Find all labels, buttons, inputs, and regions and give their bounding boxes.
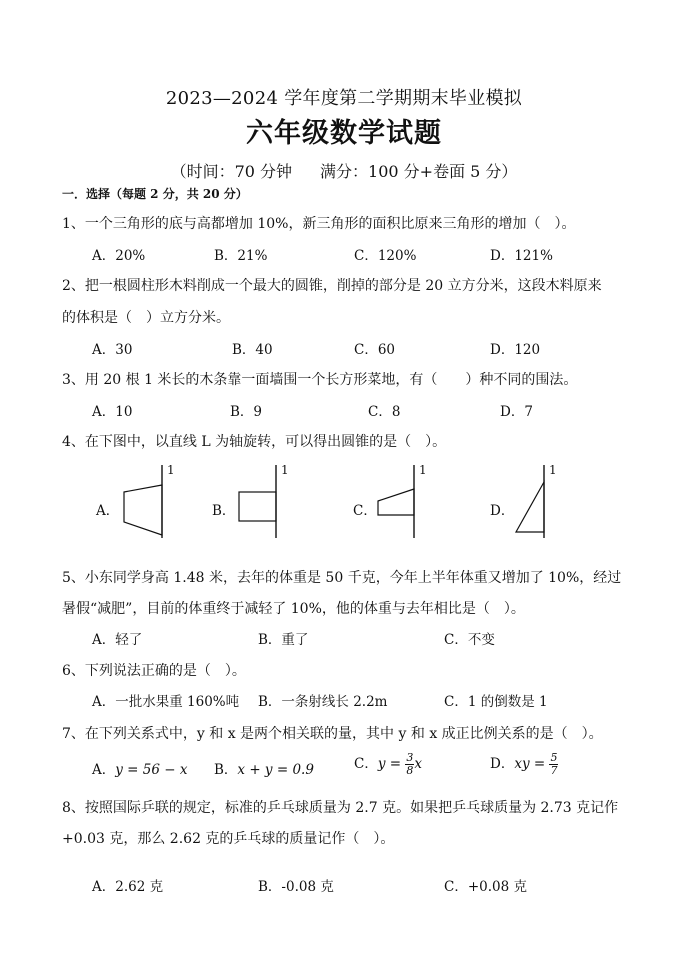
fraction-denominator: 7 — [550, 764, 558, 777]
figure-c-trapezoid-with-axis — [370, 462, 430, 542]
question-7-option-a — [92, 758, 187, 778]
question-3-option-a: A．10 — [92, 404, 133, 420]
question-6-option-b: B．一条射线长 2.2m — [258, 694, 388, 710]
question-8-option-c: C．+0.08 克 — [444, 879, 527, 895]
question-5-option-a: A．轻了 — [92, 632, 143, 648]
question-5-text-line1: 5、小东同学身高 1.48 米，去年的体重是 50 千克，今年上半年体重又增加了 10%，经过 — [62, 570, 622, 586]
question-1-option-b: B．21% — [214, 248, 268, 264]
question-3-text: 3、用 20 根 1 米长的木条靠一面墙围一个长方形菜地，有（ ）种不同的围法。 — [62, 372, 578, 388]
question-7-option-d-fraction — [549, 752, 558, 777]
question-7-option-c-var: x — [414, 756, 422, 772]
figure-a-trapezoid-with-axis — [116, 462, 176, 542]
question-8-text-line1: 8、按照国际乒联的规定，标准的乒乓球质量为 2.7 克。如果把乒乓球质量为 2.73 克记作 — [62, 800, 619, 816]
question-2-option-b: B．40 — [232, 342, 273, 358]
figure-b-rectangle-with-axis — [234, 462, 294, 542]
figure-c-axis-label: 1 — [419, 463, 427, 477]
fraction-numerator: 5 — [550, 751, 558, 764]
question-7-option-a-label: A． — [92, 762, 116, 778]
question-1-option-d: D．121% — [490, 248, 553, 264]
question-7-option-b — [214, 758, 314, 778]
question-7-option-d — [490, 752, 558, 777]
fraction-denominator: 8 — [406, 764, 414, 777]
exam-time-score — [0, 159, 688, 182]
question-5-text-line2: 暑假“减肥”，目前的体重终于减轻了 10%，他的体重与去年相比是（ ）。 — [62, 601, 525, 617]
question-8-option-b: B．-0.08 克 — [258, 879, 334, 895]
question-4-option-d: D． — [490, 503, 515, 519]
question-7-option-c-lhs: y = — [377, 756, 402, 772]
question-6-option-a: A．一批水果重 160%吨 — [92, 694, 240, 710]
question-2-text-line1: 2、把一根圆柱形木料削成一个最大的圆锥，削掉的部分是 20 立方分米，这段木料原来 — [62, 278, 602, 294]
question-7-option-b-expr: x + y = 0.9 — [237, 762, 314, 778]
question-2-text-line2: 的体积是（ ）立方分米。 — [62, 310, 230, 326]
question-6-text: 6、下列说法正确的是（ ）。 — [62, 663, 246, 679]
question-7-text: 7、在下列关系式中，y 和 x 是两个相关联的量，其中 y 和 x 成正比例关系的是（ ）。 — [62, 726, 603, 742]
exam-time: （时间：70 分钟 — [170, 162, 293, 181]
question-7-option-c-label: C． — [354, 756, 378, 772]
question-7-option-b-label: B． — [214, 762, 238, 778]
question-8-option-a: A．2.62 克 — [92, 879, 164, 895]
question-4-option-b: B． — [212, 503, 236, 519]
exam-term-line: 2023—2024 学年度第二学期期末毕业模拟 — [165, 88, 523, 109]
question-3-option-b: B．9 — [230, 404, 263, 420]
figure-a-axis-label: 1 — [167, 463, 175, 477]
question-1-text: 1、一个三角形的底与高都增加 10%，新三角形的面积比原来三角形的增加（ ）。 — [62, 216, 576, 232]
question-4-option-a: A． — [96, 503, 120, 519]
fraction-numerator: 3 — [406, 751, 414, 764]
question-7-option-a-expr: y = 56 − x — [115, 762, 188, 778]
question-1-option-c: C．120% — [354, 248, 417, 264]
question-6-option-c: C．1 的倒数是 1 — [444, 694, 548, 710]
question-1-option-a: A．20% — [92, 248, 146, 264]
question-2-option-d: D．120 — [490, 342, 541, 358]
question-5-option-c: C．不变 — [444, 632, 495, 648]
question-2-option-a: A．30 — [92, 342, 133, 358]
question-5-option-b: B．重了 — [258, 632, 309, 648]
question-3-option-d: D．7 — [500, 404, 533, 420]
question-8-text-line2: +0.03 克，那么 2.62 克的乒乓球的质量记作（ ）。 — [62, 831, 395, 847]
question-7-option-d-lhs: xy = — [514, 756, 546, 772]
exam-title: 六年级数学试题 — [246, 118, 442, 149]
figure-d-triangle-with-axis — [510, 462, 570, 542]
figure-b-axis-label: 1 — [281, 463, 289, 477]
question-7-option-c — [354, 752, 422, 777]
figure-d-axis-label: 1 — [549, 463, 557, 477]
question-2-option-c: C．60 — [354, 342, 396, 358]
question-4-text: 4、在下图中，以直线 L 为轴旋转，可以得出圆锥的是（ ）。 — [62, 434, 447, 450]
question-7-option-d-label: D． — [490, 756, 515, 772]
question-3-option-c: C．8 — [368, 404, 401, 420]
question-4-option-c: C． — [353, 503, 377, 519]
section-heading: 一．选择（每题 2 分，共 20 分） — [62, 187, 248, 201]
exam-score: 满分：100 分+卷面 5 分） — [320, 162, 518, 181]
